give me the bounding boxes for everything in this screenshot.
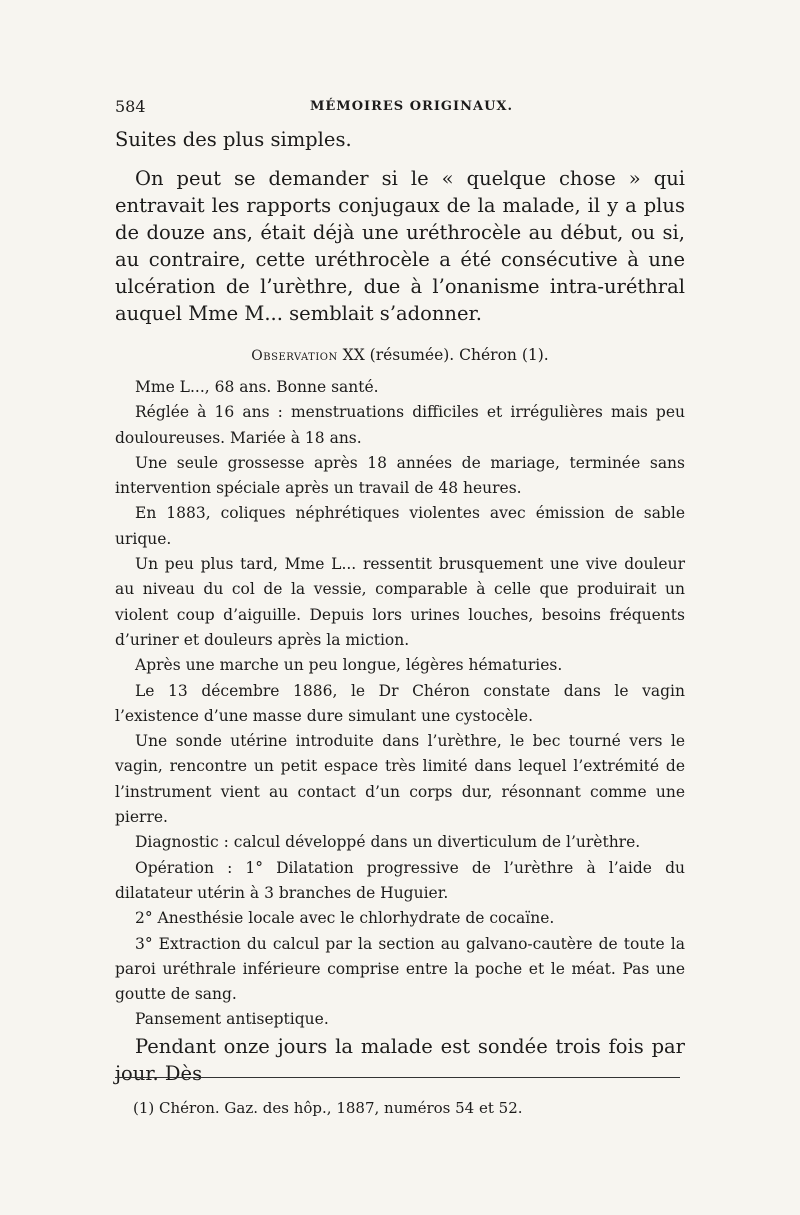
running-head (115, 97, 685, 121)
footnote: (1) Chéron. Gaz. des hôp., 1887, numéros 54 et 52. (133, 1099, 523, 1117)
observation-paragraph: Une sonde utérine introduite dans l’urèthre, le bec tourné vers le vagin, rencontre un petit espace très limité dans lequel l’extrémité de l’instrument vient au contact d’un corps dur, résonnant comme une pierre. (115, 732, 685, 827)
observation-title: XX (résumée). Chéron (1). (342, 346, 549, 364)
observation-paragraph: En 1883, coliques néphrétiques violentes avec émission de sable urique. (115, 504, 685, 548)
paragraph: Suites des plus simples. (115, 128, 352, 151)
observation-paragraph: Mme L..., 68 ans. Bonne santé. (135, 378, 379, 396)
page-number: 584 (115, 97, 146, 116)
observation-heading (115, 343, 685, 369)
observation-paragraph: Diagnostic : calcul développé dans un diverticulum de l’urèthre. (135, 833, 641, 852)
observation-paragraph: Pendant onze jours la malade est sondée trois fois par jour. Dès (115, 1034, 685, 1085)
observation-paragraph: 3° Extraction du calcul par la section au galvano-cautère de toute la paroi uréthrale inférieure comprise entre la poche et le méat. Pas une goutte de sang. (115, 934, 685, 1004)
observation-label: Observation (251, 348, 338, 364)
observation-paragraph: Après une marche un peu longue, légères hématuries. (135, 656, 563, 675)
observation-paragraph: 2° Anesthésie locale avec le chlorhydrate de cocaïne. (135, 909, 555, 928)
observation-paragraph: Opération : 1° Dilatation progressive de l’urèthre à l’aide du dilatateur utérin à 3 branches de Huguier. (115, 858, 685, 902)
observation-paragraph: Un peu plus tard, Mme L... ressentit brusquement une vive douleur au niveau du col de la vessie, comparable à celle que produirait un violent coup d’aiguille. Depuis lors urines louches, besoins fréquents d’uriner et douleurs après la miction. (115, 555, 685, 649)
running-title: MÉMOIRES ORIGINAUX. (310, 99, 514, 114)
paragraph: On peut se demander si le « quelque chose » qui entravait les rapports conjugaux de la malade, il y a plus de douze ans, était déjà une uréthrocèle au début, ou si, au contraire, cette uréthrocèle a été consécutive à une ulcération de l’urèthre, due à l’onanisme intra-uréthral auquel Mme M... semblait s’adonner. (115, 167, 685, 325)
observation-paragraph: Réglée à 16 ans : menstruations difficiles et irrégulières mais peu douloureuses. Mariée à 18 ans. (115, 403, 685, 447)
body-text (115, 126, 685, 1087)
observation-paragraph: Le 13 décembre 1886, le Dr Chéron constate dans le vagin l’existence d’une masse dure simulant une cystocèle. (115, 681, 685, 725)
footnote-rule (115, 1077, 680, 1078)
observation-paragraph: Pansement antiseptique. (135, 1010, 329, 1029)
observation-paragraph: Une seule grossesse après 18 années de mariage, terminée sans intervention spéciale après un travail de 48 heures. (115, 453, 685, 498)
